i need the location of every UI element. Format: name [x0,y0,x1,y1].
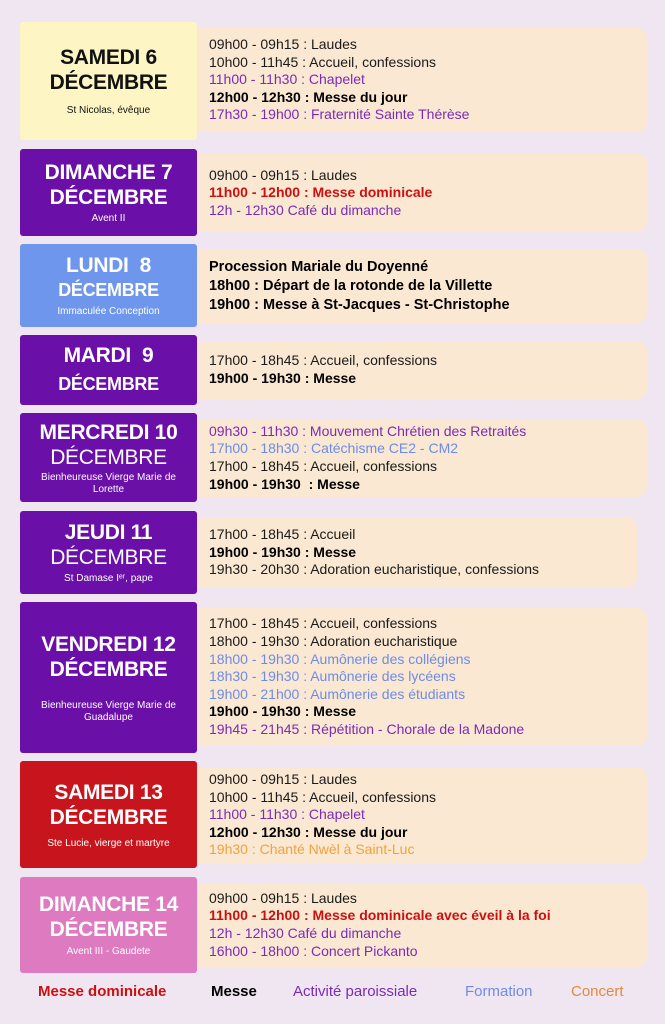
day-name: DIMANCHE 14 [38,893,179,916]
schedule-box-mercredi-10 [197,419,647,497]
day-saint: Avent III - Gaudete [66,946,151,957]
legend-messe: Messe [211,983,257,1000]
legend-concert: Concert [571,983,624,1000]
schedule-line: 19h00 - 19h30 : Messe [209,370,357,386]
schedule-line: 17h00 - 18h45 : Accueil, confessions [209,458,438,474]
legend-activite-paroissiale: Activité paroissiale [293,983,418,1000]
schedule-line: 18h30 - 19h30 : Aumônerie des lycéens [209,668,456,685]
day-saint: Ste Lucie, vierge et martyre [47,837,170,849]
schedule-line: 18h00 - 19h30 : Aumônerie des collégiens [209,650,471,667]
schedule-line: 09h00 - 09h15 : Laudes [209,771,357,788]
schedule-box-jeudi-11 [197,517,637,588]
schedule-box-mardi-9 [197,341,647,399]
schedule-line: 12h - 12h30 Café du dimanche [209,201,402,218]
schedule-line: 17h00 - 18h45 : Accueil [209,526,356,543]
day-month: DÉCEMBRE [49,71,168,94]
schedule-line: 16h00 - 18h00 : Concert Pickanto [209,942,418,959]
day-name: MARDI 9 [63,344,154,367]
schedule-line: 19h00 : Messe à St-Jacques - St-Christophe [209,296,510,313]
day-month: DÉCEMBRE [58,374,159,394]
day-header-dimanche-14 [20,877,197,973]
day-name: MERCREDI 10 [39,420,178,444]
schedule-line: 19h00 - 19h30 : Messe [209,475,360,492]
day-name: SAMEDI 13 [54,780,163,804]
day-saint: Avent II [91,213,126,224]
day-saint: Bienheureuse Vierge Marie de Lorette [41,471,176,495]
day-saint: Bienheureuse Vierge Marie de Guadalupe [41,699,176,723]
day-name: VENDREDI 12 [41,632,176,656]
schedule-line: 19h45 - 21h45 : Répétition - Chorale de la Madone [209,720,525,737]
schedule-box-lundi-8 [197,249,647,323]
schedule-line: 10h00 - 11h45 : Accueil, confessions [209,788,437,805]
schedule-line: 12h00 - 12h30 : Messe du jour [209,823,408,840]
schedule-line: 09h00 - 09h15 : Laudes [209,889,357,906]
schedule-line: 11h00 - 12h00 : Messe dominicale [209,184,433,201]
day-month: DÉCEMBRE [58,280,159,300]
schedule-line: 09h00 - 09h15 : Laudes [209,36,357,53]
day-name: JEUDI 11 [64,521,153,544]
schedule-line: 19h30 - 20h30 : Adoration eucharistique, confessions [209,561,540,578]
day-month: DÉCEMBRE [50,445,167,469]
day-month: DÉCEMBRE [49,918,168,941]
day-header-mardi-9 [20,335,197,405]
schedule-line: 19h00 - 21h00 : Aumônerie des étudiants [209,685,466,702]
schedule-line: 09h00 - 09h15 : Laudes [209,166,357,183]
day-name: LUNDI 8 [65,254,152,277]
day-saint: Immaculée Conception [57,306,160,317]
schedule-line: 12h00 - 12h30 : Messe du jour [209,88,408,105]
schedule-line: 19h00 - 19h30 : Messe [209,703,357,720]
day-header-vendredi-12 [20,602,197,753]
schedule-line: Procession Mariale du Doyenné [209,258,429,275]
day-header-lundi-8 [20,244,197,327]
day-month: DÉCEMBRE [49,805,168,829]
day-header-mercredi-10 [20,413,197,502]
schedule-box-dimanche-14 [197,883,647,967]
schedule-line: 12h - 12h30 Café du dimanche [209,925,402,941]
day-header-samedi-6 [20,22,197,140]
day-saint: St Damase Iᵉʳ, pape [64,573,153,584]
schedule-line: 18h00 - 19h30 : Adoration eucharistique [209,633,458,650]
schedule-line: 17h00 - 18h45 : Accueil, confessions [209,352,438,369]
day-month: DÉCEMBRE [50,546,167,569]
day-name: DIMANCHE 7 [44,161,173,184]
day-name: SAMEDI 6 [60,46,157,69]
legend-formation: Formation [465,983,533,1000]
schedule-box-samedi-6 [197,28,647,132]
schedule-box-vendredi-12 [197,608,647,746]
schedule-box-samedi-13 [197,767,647,863]
schedule-line: 10h00 - 11h45 : Accueil, confessions [209,53,437,70]
day-month: DÉCEMBRE [49,186,168,209]
schedule-line: 18h00 : Départ de la rotonde de la Villette [209,277,493,294]
schedule-line: 11h00 - 12h00 : Messe dominicale avec éveil à la foi [209,907,551,924]
day-saint: St Nicolas, évêque [66,105,151,116]
schedule-line: 11h00 - 11h30 : Chapelet [209,806,365,823]
schedule-line: 17h30 - 19h00 : Fraternité Sainte Thérèse [209,106,470,123]
day-header-dimanche-7 [20,149,197,236]
schedule-line: 11h00 - 11h30 : Chapelet [209,71,365,88]
schedule-line: 17h00 - 18h30 : Catéchisme CE2 - CM2 [209,440,459,457]
schedule-box-dimanche-7 [197,154,647,232]
schedule-line: 17h00 - 18h45 : Accueil, confessions [209,615,438,632]
legend-messe-dominicale: Messe dominicale [38,983,167,1000]
day-header-jeudi-11 [20,511,197,594]
schedule-line: 19h00 - 19h30 : Messe [209,543,357,560]
day-month: DÉCEMBRE [49,657,168,681]
day-header-samedi-13 [20,761,197,868]
schedule-line: 09h30 - 11h30 : Mouvement Chrétien des Retraités [209,422,527,439]
schedule-line: 19h30 : Chanté Nwèl à Saint-Luc [209,841,415,858]
